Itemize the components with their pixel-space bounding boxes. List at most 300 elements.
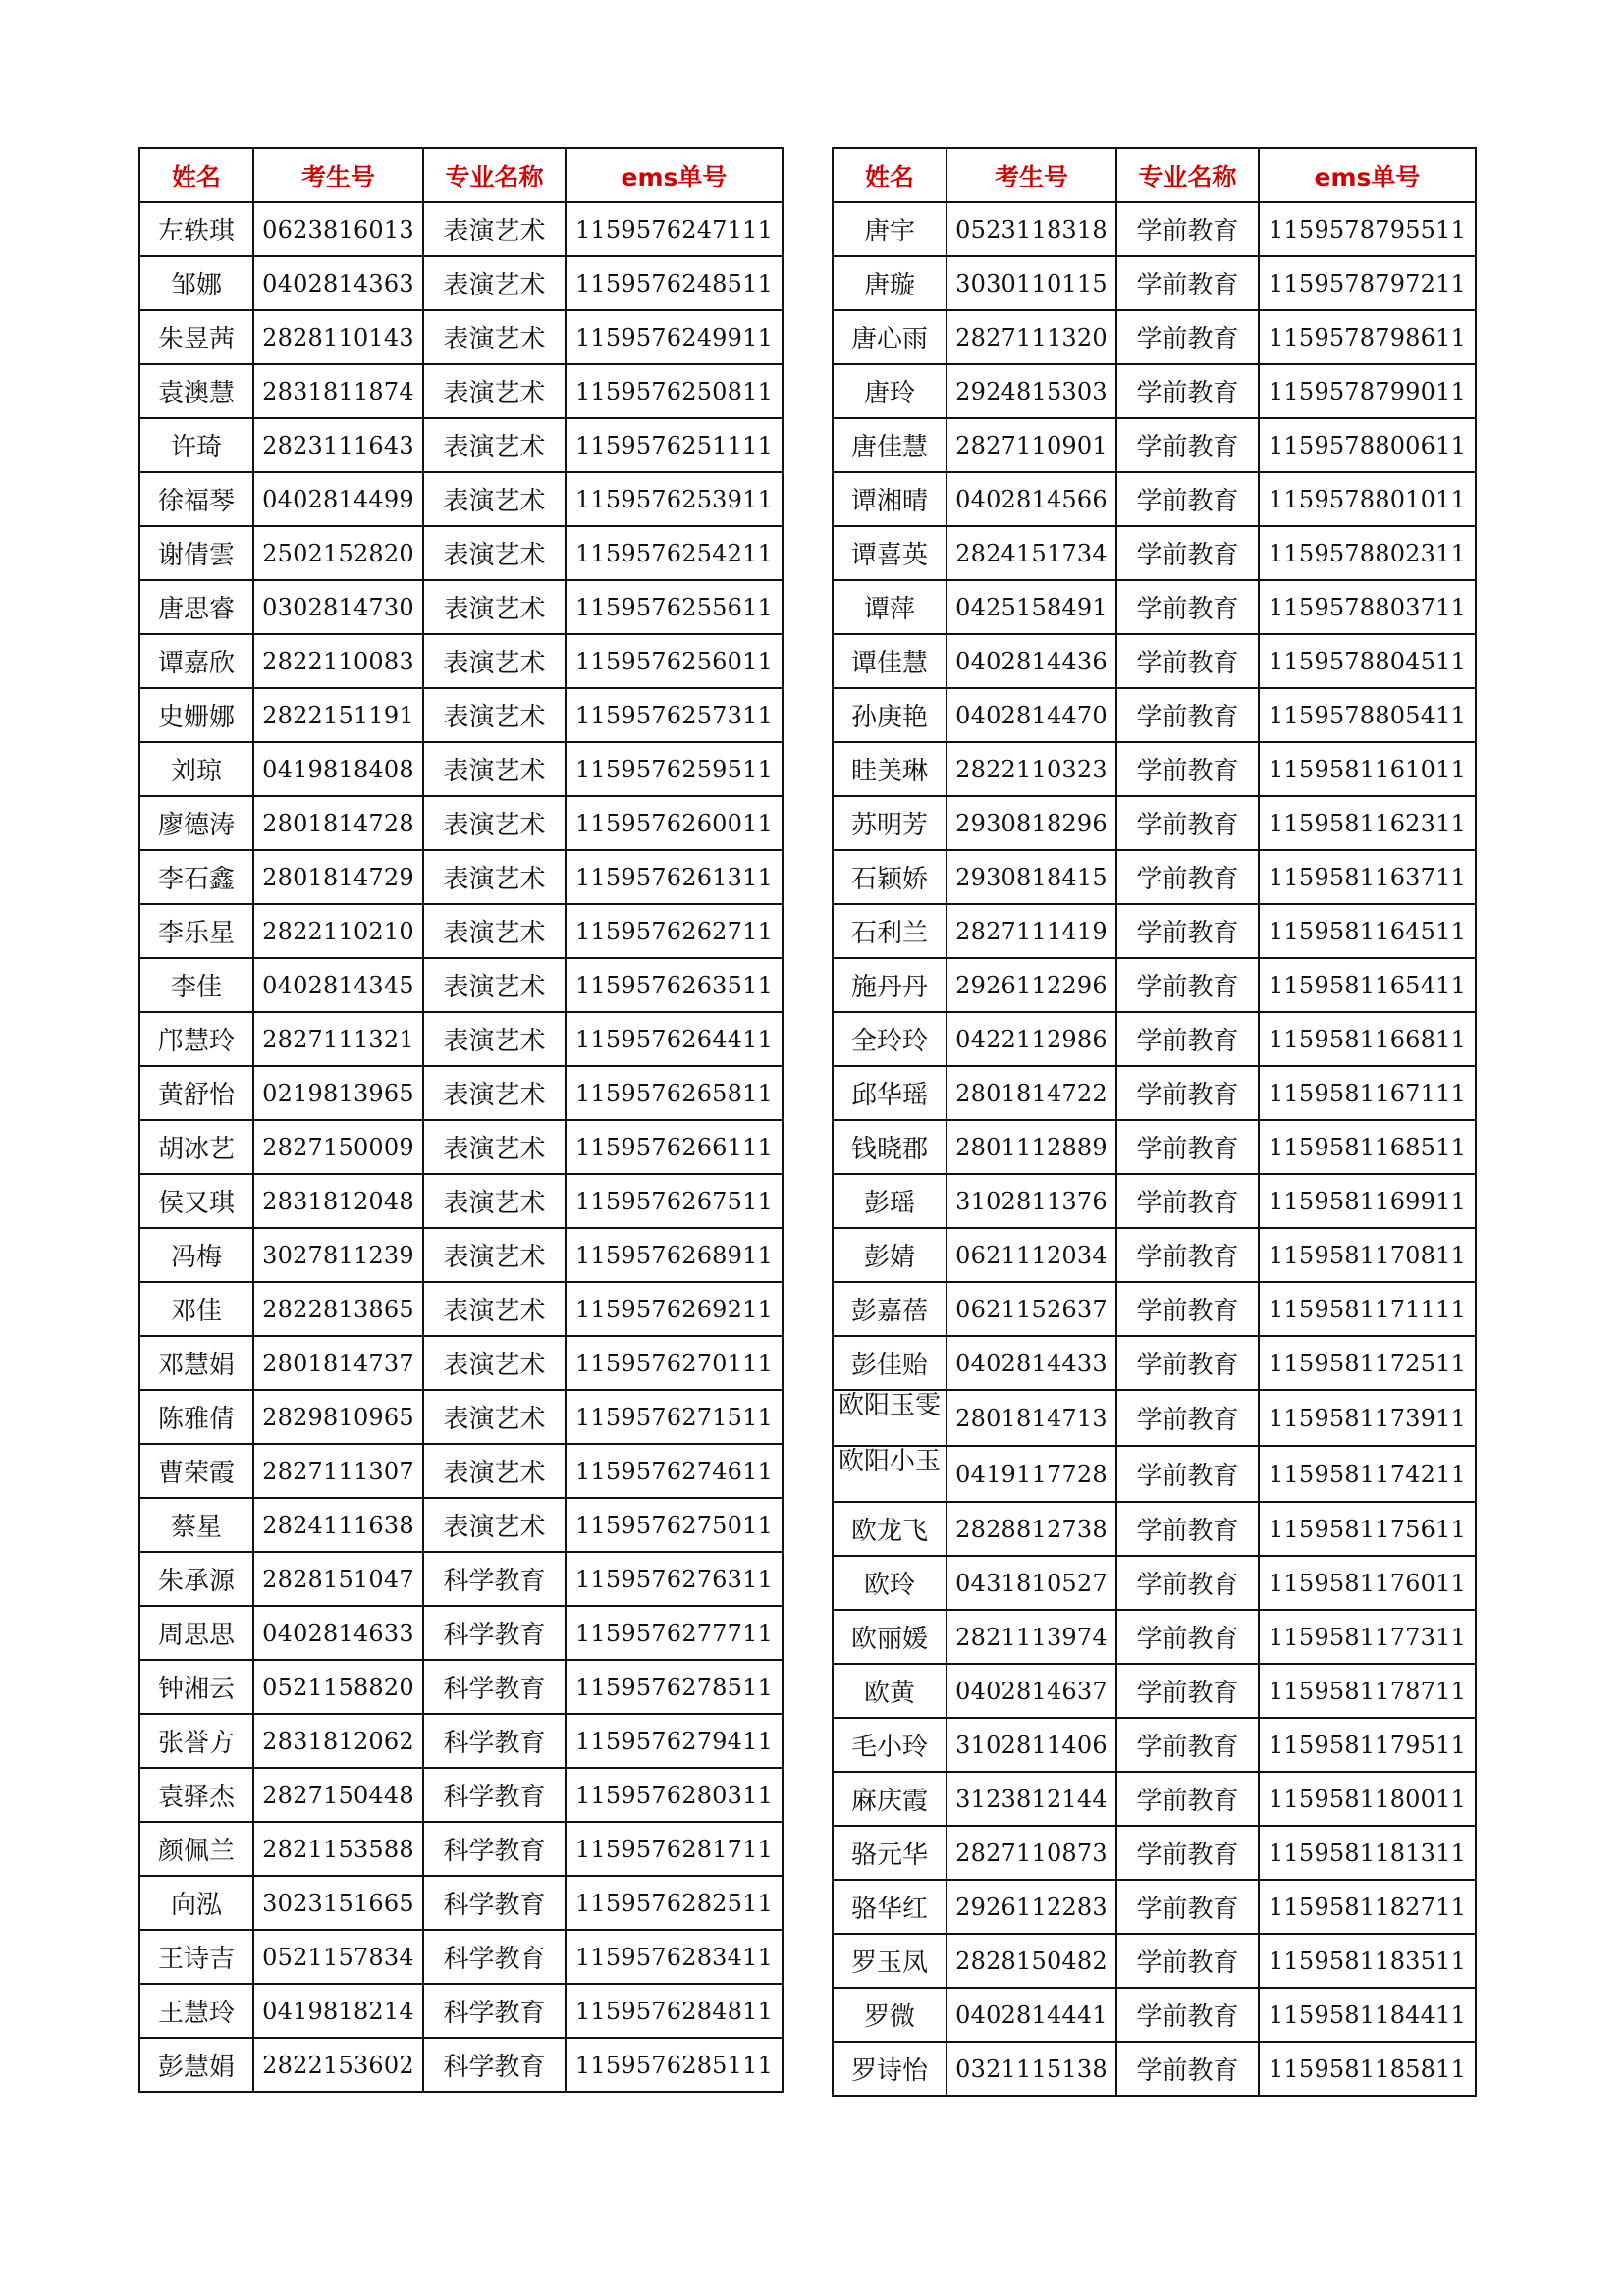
table-row	[833, 310, 1476, 364]
cell-exam-no: 2831811874	[253, 364, 423, 418]
cell-exam-no: 2822151191	[253, 688, 423, 742]
cell-exam-no: 2822813865	[253, 1282, 423, 1336]
header-ems: ems单号	[1259, 148, 1476, 202]
cell-major: 学前教育	[1116, 1228, 1259, 1282]
cell-ems: 1159581169911	[1259, 1174, 1476, 1228]
cell-name: 邹娜	[139, 256, 253, 310]
cell-ems: 1159576248511	[566, 256, 783, 310]
cell-name: 罗微	[833, 1988, 947, 2042]
cell-ems: 1159576270111	[566, 1336, 783, 1390]
cell-ems: 1159576268911	[566, 1228, 783, 1282]
cell-name: 欧丽媛	[833, 1610, 947, 1664]
cell-exam-no: 2831812048	[253, 1174, 423, 1228]
cell-major: 学前教育	[1116, 850, 1259, 904]
cell-exam-no: 0402814436	[947, 634, 1116, 688]
cell-exam-no: 0402814433	[947, 1336, 1116, 1390]
cell-exam-no: 0402814363	[253, 256, 423, 310]
cell-major: 表演艺术	[423, 1444, 566, 1498]
table-row	[139, 1120, 783, 1174]
cell-ems: 1159578800611	[1259, 418, 1476, 472]
cell-major: 学前教育	[1116, 1934, 1259, 1988]
cell-major: 科学教育	[423, 1552, 566, 1606]
cell-major: 科学教育	[423, 1984, 566, 2038]
cell-exam-no: 2924815303	[947, 364, 1116, 418]
cell-exam-no: 2823111643	[253, 418, 423, 472]
header-major: 专业名称	[1116, 148, 1259, 202]
table-row	[139, 904, 783, 958]
cell-name: 蔡星	[139, 1498, 253, 1552]
cell-ems: 1159576253911	[566, 472, 783, 526]
table-body-right	[833, 202, 1476, 2096]
cell-major: 表演艺术	[423, 742, 566, 796]
cell-major: 表演艺术	[423, 310, 566, 364]
cell-ems: 1159581166811	[1259, 1012, 1476, 1066]
table-row	[833, 1174, 1476, 1228]
cell-name: 彭慧娟	[139, 2038, 253, 2092]
table-row	[833, 1880, 1476, 1934]
cell-exam-no: 2829810965	[253, 1390, 423, 1444]
table-row	[833, 526, 1476, 580]
cell-exam-no: 2821113974	[947, 1610, 1116, 1664]
cell-major: 学前教育	[1116, 904, 1259, 958]
cell-ems: 1159578803711	[1259, 580, 1476, 634]
cell-major: 学前教育	[1116, 634, 1259, 688]
cell-ems: 1159581164511	[1259, 904, 1476, 958]
table-row	[139, 256, 783, 310]
cell-major: 学前教育	[1116, 310, 1259, 364]
cell-major: 学前教育	[1116, 1174, 1259, 1228]
cell-name: 朱昱茜	[139, 310, 253, 364]
cell-major: 学前教育	[1116, 526, 1259, 580]
table-row	[833, 958, 1476, 1012]
cell-name: 李乐星	[139, 904, 253, 958]
cell-ems: 1159576261311	[566, 850, 783, 904]
table-row	[833, 1772, 1476, 1826]
cell-exam-no: 2930818296	[947, 796, 1116, 850]
table-row	[139, 1768, 783, 1822]
cell-name: 苏明芳	[833, 796, 947, 850]
cell-ems: 1159576274611	[566, 1444, 783, 1498]
cell-name: 钟湘云	[139, 1660, 253, 1714]
cell-ems: 1159576256011	[566, 634, 783, 688]
cell-ems: 1159581175611	[1259, 1502, 1476, 1556]
cell-name: 唐宇	[833, 202, 947, 256]
table-row	[139, 1714, 783, 1768]
cell-ems: 1159576271511	[566, 1390, 783, 1444]
table-row	[139, 1012, 783, 1066]
table-row	[139, 364, 783, 418]
cell-name: 谭嘉欣	[139, 634, 253, 688]
cell-ems: 1159576284811	[566, 1984, 783, 2038]
cell-name: 骆华红	[833, 1880, 947, 1934]
table-row	[833, 1336, 1476, 1390]
cell-major: 科学教育	[423, 2038, 566, 2092]
table-row	[833, 1988, 1476, 2042]
cell-name: 石颖娇	[833, 850, 947, 904]
cell-ems: 1159576276311	[566, 1552, 783, 1606]
cell-major: 学前教育	[1116, 958, 1259, 1012]
cell-name: 颜佩兰	[139, 1822, 253, 1876]
cell-ems: 1159576283411	[566, 1930, 783, 1984]
cell-exam-no: 0523118318	[947, 202, 1116, 256]
cell-exam-no: 2822153602	[253, 2038, 423, 2092]
table-row	[139, 1336, 783, 1390]
cell-major: 学前教育	[1116, 1336, 1259, 1390]
cell-name: 谢倩雲	[139, 526, 253, 580]
cell-ems: 1159576269211	[566, 1282, 783, 1336]
table-row	[139, 688, 783, 742]
cell-ems: 1159576278511	[566, 1660, 783, 1714]
cell-exam-no: 2926112296	[947, 958, 1116, 1012]
cell-name: 谭佳慧	[833, 634, 947, 688]
cell-major: 表演艺术	[423, 1498, 566, 1552]
cell-major: 学前教育	[1116, 1120, 1259, 1174]
table-row	[139, 1606, 783, 1660]
table-row	[833, 1066, 1476, 1120]
cell-exam-no: 0621112034	[947, 1228, 1116, 1282]
cell-exam-no: 0402814470	[947, 688, 1116, 742]
table-row	[833, 1610, 1476, 1664]
cell-major: 学前教育	[1116, 1664, 1259, 1718]
cell-name: 李石鑫	[139, 850, 253, 904]
cell-major: 表演艺术	[423, 1336, 566, 1390]
cell-major: 学前教育	[1116, 1282, 1259, 1336]
cell-name: 向泓	[139, 1876, 253, 1930]
cell-exam-no: 2822110323	[947, 742, 1116, 796]
cell-major: 表演艺术	[423, 958, 566, 1012]
cell-name: 唐思睿	[139, 580, 253, 634]
table-row	[139, 310, 783, 364]
cell-ems: 1159581167111	[1259, 1066, 1476, 1120]
cell-exam-no: 2828151047	[253, 1552, 423, 1606]
table-row	[139, 472, 783, 526]
cell-major: 表演艺术	[423, 1066, 566, 1120]
cell-name: 刘琼	[139, 742, 253, 796]
cell-name: 张誉方	[139, 1714, 253, 1768]
cell-name: 王诗吉	[139, 1930, 253, 1984]
cell-name: 左轶琪	[139, 202, 253, 256]
table-row	[833, 1446, 1476, 1502]
cell-ems: 1159581162311	[1259, 796, 1476, 850]
cell-exam-no: 0402814441	[947, 1988, 1116, 2042]
cell-name: 全玲玲	[833, 1012, 947, 1066]
cell-exam-no: 2828812738	[947, 1502, 1116, 1556]
cell-ems: 1159578804511	[1259, 634, 1476, 688]
cell-ems: 1159581178711	[1259, 1664, 1476, 1718]
cell-name: 廖德涛	[139, 796, 253, 850]
cell-major: 学前教育	[1116, 1718, 1259, 1772]
cell-ems: 1159581161011	[1259, 742, 1476, 796]
cell-exam-no: 2801112889	[947, 1120, 1116, 1174]
cell-major: 科学教育	[423, 1930, 566, 1984]
cell-exam-no: 0402814345	[253, 958, 423, 1012]
cell-ems: 1159581172511	[1259, 1336, 1476, 1390]
cell-ems: 1159581184411	[1259, 1988, 1476, 2042]
cell-exam-no: 0219813965	[253, 1066, 423, 1120]
cell-major: 表演艺术	[423, 688, 566, 742]
header-name: 姓名	[833, 148, 947, 202]
cell-exam-no: 2827110901	[947, 418, 1116, 472]
cell-ems: 1159576277711	[566, 1606, 783, 1660]
table-row	[139, 850, 783, 904]
cell-ems: 1159581179511	[1259, 1718, 1476, 1772]
cell-major: 表演艺术	[423, 1174, 566, 1228]
cell-major: 学前教育	[1116, 1880, 1259, 1934]
cell-exam-no: 2827111320	[947, 310, 1116, 364]
cell-exam-no: 2827110873	[947, 1826, 1116, 1880]
cell-major: 学前教育	[1116, 1502, 1259, 1556]
table-row	[833, 1934, 1476, 1988]
cell-exam-no: 0425158491	[947, 580, 1116, 634]
header-row	[139, 148, 783, 202]
cell-name: 徐福琴	[139, 472, 253, 526]
header-major: 专业名称	[423, 148, 566, 202]
cell-ems: 1159581176011	[1259, 1556, 1476, 1610]
cell-name: 唐玲	[833, 364, 947, 418]
cell-exam-no: 2801814737	[253, 1336, 423, 1390]
cell-major: 表演艺术	[423, 1228, 566, 1282]
cell-major: 表演艺术	[423, 256, 566, 310]
cell-ems: 1159581181311	[1259, 1826, 1476, 1880]
header-row	[833, 148, 1476, 202]
cell-ems: 1159581185811	[1259, 2042, 1476, 2096]
table-row	[139, 1822, 783, 1876]
cell-ems: 1159578801011	[1259, 472, 1476, 526]
table-row	[833, 1282, 1476, 1336]
cell-ems: 1159581177311	[1259, 1610, 1476, 1664]
cell-major: 表演艺术	[423, 580, 566, 634]
cell-exam-no: 2822110210	[253, 904, 423, 958]
cell-major: 学前教育	[1116, 1610, 1259, 1664]
cell-name: 陈雅倩	[139, 1390, 253, 1444]
cell-major: 表演艺术	[423, 364, 566, 418]
cell-ems: 1159576247111	[566, 202, 783, 256]
cell-major: 表演艺术	[423, 634, 566, 688]
table-row	[139, 742, 783, 796]
table-row	[833, 256, 1476, 310]
cell-exam-no: 2801814722	[947, 1066, 1116, 1120]
cell-exam-no: 3123812144	[947, 1772, 1116, 1826]
cell-exam-no: 2930818415	[947, 850, 1116, 904]
cell-ems: 1159576275011	[566, 1498, 783, 1552]
header-exam-no: 考生号	[253, 148, 423, 202]
table-row	[833, 796, 1476, 850]
cell-ems: 1159578797211	[1259, 256, 1476, 310]
cell-ems: 1159581174211	[1259, 1446, 1476, 1502]
table-body-left	[139, 202, 783, 2092]
cell-exam-no: 0419117728	[947, 1446, 1116, 1502]
table-row	[139, 2038, 783, 2092]
cell-name: 石利兰	[833, 904, 947, 958]
cell-ems: 1159576251111	[566, 418, 783, 472]
table-row	[139, 202, 783, 256]
cell-name: 邓慧娟	[139, 1336, 253, 1390]
table-row	[139, 1930, 783, 1984]
cell-ems: 1159581183511	[1259, 1934, 1476, 1988]
cell-ems: 1159576262711	[566, 904, 783, 958]
cell-ems: 1159576260011	[566, 796, 783, 850]
cell-name: 彭佳贻	[833, 1336, 947, 1390]
cell-name: 麻庆霞	[833, 1772, 947, 1826]
cell-major: 学前教育	[1116, 1446, 1259, 1502]
cell-exam-no: 2827111321	[253, 1012, 423, 1066]
cell-name: 邱华瑶	[833, 1066, 947, 1120]
table-row	[833, 364, 1476, 418]
table-row	[833, 1390, 1476, 1446]
cell-name: 眭美琳	[833, 742, 947, 796]
table-row	[833, 1228, 1476, 1282]
cell-name: 欧龙飞	[833, 1502, 947, 1556]
cell-major: 学前教育	[1116, 1826, 1259, 1880]
cell-exam-no: 3030110115	[947, 256, 1116, 310]
cell-exam-no: 2801814729	[253, 850, 423, 904]
cell-name: 施丹丹	[833, 958, 947, 1012]
cell-major: 学前教育	[1116, 1390, 1259, 1446]
cell-ems: 1159578805411	[1259, 688, 1476, 742]
cell-exam-no: 2801814713	[947, 1390, 1116, 1446]
table-row	[139, 1984, 783, 2038]
cell-major: 学前教育	[1116, 688, 1259, 742]
cell-name: 唐璇	[833, 256, 947, 310]
cell-exam-no: 2828110143	[253, 310, 423, 364]
cell-name: 骆元华	[833, 1826, 947, 1880]
cell-exam-no: 0402814633	[253, 1606, 423, 1660]
cell-major: 学前教育	[1116, 580, 1259, 634]
cell-exam-no: 3102811376	[947, 1174, 1116, 1228]
cell-exam-no: 2827150009	[253, 1120, 423, 1174]
cell-name: 彭婧	[833, 1228, 947, 1282]
cell-major: 科学教育	[423, 1606, 566, 1660]
cell-major: 表演艺术	[423, 1282, 566, 1336]
cell-name: 谭喜英	[833, 526, 947, 580]
cell-ems: 1159581182711	[1259, 1880, 1476, 1934]
table-row	[833, 904, 1476, 958]
cell-name: 谭湘晴	[833, 472, 947, 526]
cell-exam-no: 0621152637	[947, 1282, 1116, 1336]
table-row	[833, 1120, 1476, 1174]
cell-major: 学前教育	[1116, 1988, 1259, 2042]
table-row	[833, 472, 1476, 526]
table-row	[833, 1502, 1476, 1556]
cell-name: 欧阳小玉	[833, 1446, 947, 1502]
cell-ems: 1159578799011	[1259, 364, 1476, 418]
roster-table-right	[832, 147, 1477, 2097]
cell-ems: 1159576263511	[566, 958, 783, 1012]
table-row	[833, 1012, 1476, 1066]
roster-table-left	[138, 147, 784, 2093]
cell-ems: 1159578795511	[1259, 202, 1476, 256]
cell-ems: 1159576265811	[566, 1066, 783, 1120]
cell-ems: 1159576255611	[566, 580, 783, 634]
cell-name: 彭嘉蓓	[833, 1282, 947, 1336]
cell-major: 学前教育	[1116, 472, 1259, 526]
table-row	[139, 958, 783, 1012]
cell-name: 彭瑶	[833, 1174, 947, 1228]
cell-ems: 1159576282511	[566, 1876, 783, 1930]
header-ems: ems单号	[566, 148, 783, 202]
table-row	[833, 1664, 1476, 1718]
cell-name: 袁驿杰	[139, 1768, 253, 1822]
table-row	[833, 2042, 1476, 2096]
cell-exam-no: 0521157834	[253, 1930, 423, 1984]
cell-major: 科学教育	[423, 1660, 566, 1714]
cell-name: 史姗娜	[139, 688, 253, 742]
cell-exam-no: 0431810527	[947, 1556, 1116, 1610]
table-row	[139, 796, 783, 850]
cell-ems: 1159576257311	[566, 688, 783, 742]
cell-exam-no: 0321115138	[947, 2042, 1116, 2096]
cell-ems: 1159576259511	[566, 742, 783, 796]
cell-name: 唐佳慧	[833, 418, 947, 472]
cell-major: 表演艺术	[423, 202, 566, 256]
cell-name: 罗玉凤	[833, 1934, 947, 1988]
cell-name: 邝慧玲	[139, 1012, 253, 1066]
cell-major: 表演艺术	[423, 904, 566, 958]
cell-ems: 1159581173911	[1259, 1390, 1476, 1446]
cell-ems: 1159576254211	[566, 526, 783, 580]
cell-exam-no: 0623816013	[253, 202, 423, 256]
header-name: 姓名	[139, 148, 253, 202]
cell-name: 孙庚艳	[833, 688, 947, 742]
cell-ems: 1159581165411	[1259, 958, 1476, 1012]
cell-major: 科学教育	[423, 1822, 566, 1876]
cell-ems: 1159581170811	[1259, 1228, 1476, 1282]
table-row	[833, 688, 1476, 742]
cell-ems: 1159576264411	[566, 1012, 783, 1066]
table-row	[139, 1444, 783, 1498]
cell-major: 学前教育	[1116, 1012, 1259, 1066]
cell-major: 表演艺术	[423, 472, 566, 526]
cell-major: 表演艺术	[423, 850, 566, 904]
cell-major: 学前教育	[1116, 796, 1259, 850]
table-row	[833, 1556, 1476, 1610]
table-row	[139, 418, 783, 472]
cell-exam-no: 2831812062	[253, 1714, 423, 1768]
cell-major: 学前教育	[1116, 364, 1259, 418]
cell-name: 唐心雨	[833, 310, 947, 364]
cell-major: 表演艺术	[423, 1120, 566, 1174]
cell-name: 罗诗怡	[833, 2042, 947, 2096]
table-row	[139, 1552, 783, 1606]
cell-major: 学前教育	[1116, 1556, 1259, 1610]
cell-name: 欧玲	[833, 1556, 947, 1610]
cell-name: 欧黄	[833, 1664, 947, 1718]
table-row	[139, 1282, 783, 1336]
cell-ems: 1159576249911	[566, 310, 783, 364]
cell-exam-no: 2824111638	[253, 1498, 423, 1552]
table-row	[833, 1718, 1476, 1772]
cell-name: 周思思	[139, 1606, 253, 1660]
cell-exam-no: 0419818408	[253, 742, 423, 796]
cell-exam-no: 0302814730	[253, 580, 423, 634]
cell-name: 朱承源	[139, 1552, 253, 1606]
cell-major: 表演艺术	[423, 418, 566, 472]
cell-ems: 1159581171111	[1259, 1282, 1476, 1336]
cell-exam-no: 2828150482	[947, 1934, 1116, 1988]
table-row	[139, 580, 783, 634]
cell-ems: 1159576280311	[566, 1768, 783, 1822]
cell-name: 冯梅	[139, 1228, 253, 1282]
cell-name: 许琦	[139, 418, 253, 472]
cell-exam-no: 0419818214	[253, 1984, 423, 2038]
cell-major: 学前教育	[1116, 418, 1259, 472]
cell-major: 科学教育	[423, 1714, 566, 1768]
table-row	[139, 1498, 783, 1552]
cell-exam-no: 3027811239	[253, 1228, 423, 1282]
cell-exam-no: 2827150448	[253, 1768, 423, 1822]
cell-major: 科学教育	[423, 1876, 566, 1930]
cell-name: 邓佳	[139, 1282, 253, 1336]
